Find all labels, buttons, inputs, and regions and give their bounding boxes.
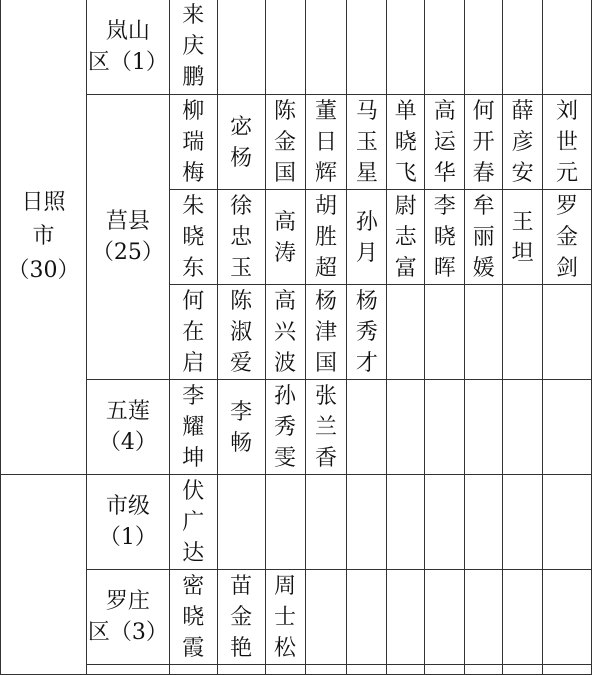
person-name: 牟丽媛 [472, 194, 495, 281]
person-name: 何开春 [472, 99, 495, 186]
name-cell [265, 570, 305, 665]
person-name: 董日辉 [314, 99, 337, 186]
name-cell [425, 665, 465, 675]
name-cell [169, 95, 217, 190]
name-cell [217, 285, 265, 380]
name-cell [265, 95, 305, 190]
person-name: 尉志富 [394, 194, 417, 281]
name-cell [425, 475, 465, 570]
name-cell [387, 380, 425, 475]
name-cell [543, 380, 592, 475]
name-cell [305, 0, 347, 95]
person-name: 来庆鹏 [182, 3, 205, 90]
person-name: 何在启 [182, 289, 205, 376]
person-name: 薛彦安 [511, 99, 534, 186]
name-cell [543, 0, 592, 95]
person-name: 陈淑爱 [230, 289, 253, 376]
district-label: 罗庄 [105, 589, 150, 614]
name-cell [465, 570, 503, 665]
name-cell [387, 285, 425, 380]
person-name: 朱晓东 [182, 194, 205, 281]
table-row [1, 475, 592, 570]
name-cell [387, 570, 425, 665]
person-name: 伏广达 [182, 479, 205, 566]
district-cell [86, 475, 169, 570]
person-name: 马玉星 [355, 99, 378, 186]
name-cell [387, 475, 425, 570]
city-name: 日照市 [21, 189, 66, 249]
district-label: 五莲 [105, 399, 150, 424]
name-cell [425, 0, 465, 95]
district-label: 区（3） [87, 620, 168, 645]
person-name: 陈金国 [274, 99, 297, 186]
person-name: 王坦 [511, 209, 534, 266]
name-cell [387, 665, 425, 675]
name-cell [305, 190, 347, 285]
person-name: 徐忠玉 [230, 194, 253, 281]
name-cell [217, 380, 265, 475]
name-cell [543, 570, 592, 665]
name-cell [465, 475, 503, 570]
name-cell [347, 190, 387, 285]
person-name: 柳瑞梅 [182, 99, 205, 186]
name-cell [465, 0, 503, 95]
name-cell [347, 285, 387, 380]
name-cell [465, 95, 503, 190]
name-cell [347, 570, 387, 665]
name-cell [387, 190, 425, 285]
name-cell [465, 665, 503, 675]
district-cell [86, 570, 169, 665]
name-cell [217, 665, 265, 675]
table-row [1, 380, 592, 475]
name-cell [347, 380, 387, 475]
name-cell [169, 570, 217, 665]
name-cell [425, 570, 465, 665]
name-cell [465, 380, 503, 475]
person-name: 杨津国 [314, 289, 337, 376]
name-cell [503, 475, 543, 570]
name-cell [387, 95, 425, 190]
name-cell [169, 475, 217, 570]
name-cell [503, 95, 543, 190]
name-cell [347, 0, 387, 95]
name-cell [503, 570, 543, 665]
person-name: 密晓霞 [182, 574, 205, 661]
person-name: 罗金剑 [556, 194, 579, 281]
name-cell [305, 570, 347, 665]
name-cell [169, 665, 217, 675]
district-label: （25） [91, 240, 164, 265]
name-cell [543, 95, 592, 190]
district-label: （1） [98, 525, 157, 550]
district-cell [86, 0, 169, 95]
district-label: 区（1） [87, 49, 168, 75]
name-cell [169, 285, 217, 380]
name-cell [265, 380, 305, 475]
name-cell [169, 190, 217, 285]
person-name: 单晓飞 [394, 99, 417, 186]
name-cell [305, 665, 347, 675]
name-cell [543, 665, 592, 675]
city-cell [1, 475, 87, 675]
person-name: 李畅 [230, 399, 253, 456]
name-cell [305, 475, 347, 570]
name-cell [503, 665, 543, 675]
person-name: 高涛 [274, 209, 297, 266]
person-name: 刘世元 [556, 99, 579, 186]
table-row [1, 0, 592, 95]
person-name: 孙秀雯 [274, 384, 297, 471]
name-cell [217, 95, 265, 190]
name-cell [503, 190, 543, 285]
name-cell [217, 570, 265, 665]
person-name: 宓杨 [230, 114, 253, 171]
name-cell [305, 285, 347, 380]
district-label: 莒县 [105, 209, 150, 234]
district-label: 市级 [105, 494, 150, 519]
name-cell [465, 285, 503, 380]
name-cell [217, 0, 265, 95]
person-name: 张兰香 [314, 384, 337, 471]
name-cell [503, 380, 543, 475]
person-name: 胡胜超 [314, 194, 337, 281]
name-cell [543, 285, 592, 380]
name-cell [347, 95, 387, 190]
name-cell [169, 0, 217, 95]
city-cell [1, 0, 87, 475]
name-cell [265, 190, 305, 285]
district-cell [86, 665, 169, 675]
name-cell [265, 665, 305, 675]
name-cell [217, 190, 265, 285]
person-name: 苗金艳 [230, 574, 253, 661]
table-row [1, 665, 592, 675]
city-count: （30） [7, 257, 80, 283]
district-cell [86, 380, 169, 475]
name-cell [425, 95, 465, 190]
name-cell [305, 380, 347, 475]
name-cell [387, 0, 425, 95]
district-cell [86, 95, 169, 380]
name-cell [425, 190, 465, 285]
name-cell [543, 475, 592, 570]
table-row [1, 95, 592, 190]
person-name: 周士松 [274, 574, 297, 661]
name-cell [543, 190, 592, 285]
name-cell [503, 285, 543, 380]
person-name: 高兴波 [274, 289, 297, 376]
roster-body [1, 0, 592, 675]
name-cell [503, 0, 543, 95]
person-name: 杨秀才 [355, 289, 378, 376]
name-cell [347, 665, 387, 675]
table-row [1, 570, 592, 665]
name-cell [425, 380, 465, 475]
name-cell [169, 380, 217, 475]
name-cell [305, 95, 347, 190]
name-cell [347, 475, 387, 570]
name-cell [265, 0, 305, 95]
person-name: 高运华 [433, 99, 456, 186]
person-name: 孙月 [355, 209, 378, 266]
name-cell [217, 475, 265, 570]
person-name: 李晓晖 [433, 194, 456, 281]
district-label: 岚山 [105, 18, 150, 44]
name-cell [465, 190, 503, 285]
district-label: （4） [98, 430, 157, 455]
name-cell [265, 285, 305, 380]
person-name: 李耀坤 [182, 384, 205, 471]
name-cell [265, 475, 305, 570]
name-cell [425, 285, 465, 380]
